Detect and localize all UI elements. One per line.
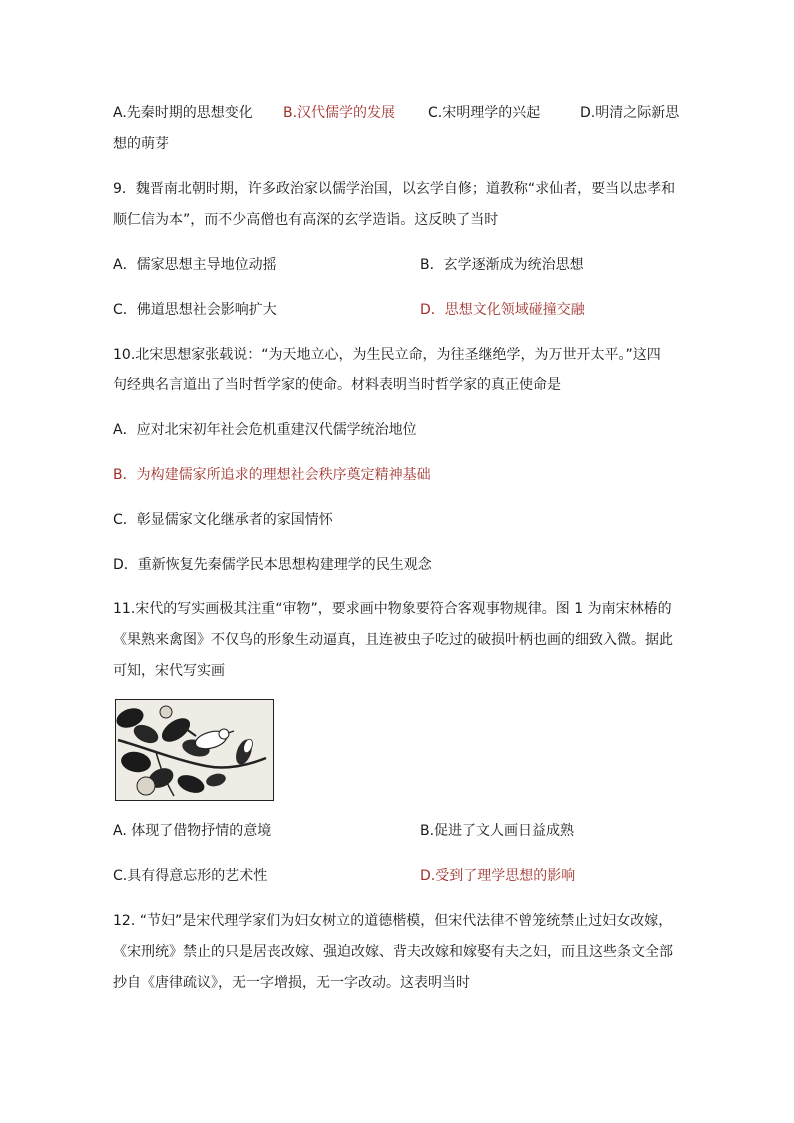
q9-stem-line-2: 顺仁信为本”，而不少高僧也有高深的玄学造诣。这反映了当时	[113, 212, 499, 228]
q10-option-c: C．彰显儒家文化继承者的家国情怀	[113, 512, 333, 528]
q10-option-b: B．为构建儒家所追求的理想社会秩序奠定精神基础	[113, 467, 431, 483]
q9-option-c: C．佛道思想社会影响扩大	[113, 302, 277, 318]
q9-stem-line-1: 9．魏晋南北朝时期，许多政治家以儒学治国，以玄学自修；道教称“求仙者，要当以忠孝和	[113, 181, 676, 197]
painting-figure	[115, 699, 274, 801]
q11-option-d: D.受到了理学思想的影响	[420, 868, 576, 884]
q10-option-a: A．应对北宋初年社会危机重建汉代儒学统治地位	[113, 422, 417, 438]
q8-option-d: D.明清之际新思	[580, 105, 680, 121]
q9-option-d: D．思想文化领域碰撞交融	[420, 302, 585, 318]
q11-stem-line-3: 可知，宋代写实画	[113, 663, 225, 679]
q8-option-b: B.汉代儒学的发展	[283, 105, 396, 121]
q8-option-a: A.先秦时期的思想变化	[113, 105, 253, 121]
q9-option-a: A．儒家思想主导地位动摇	[113, 257, 277, 273]
q12-stem-line-1: 12. “节妇”是宋代理学家们为妇女树立的道德楷模，但宋代法律不曾笼统禁止过妇女改嫁，	[113, 913, 673, 929]
q10-stem-line-2: 句经典名言道出了当时哲学家的使命。材料表明当时哲学家的真正使命是	[113, 377, 561, 393]
q11-stem-line-2: 《果熟来禽图》不仅鸟的形象生动逼真，且连被虫子吃过的破损叶柄也画的细致入微。据此	[113, 632, 673, 648]
q11-stem-line-1: 11.宋代的写实画极其注重“审物”，要求画中物象要符合客观事物规律。图 1 为南宋林椿的	[113, 601, 672, 617]
q8-option-c: C.宋明理学的兴起	[428, 105, 541, 121]
q12-stem-line-2: 《宋刑统》禁止的只是居丧改嫁、强迫改嫁、背夫改嫁和嫁娶有夫之妇，而且这些条文全部	[113, 944, 673, 960]
q10-stem-line-1: 10.北宋思想家张载说：“为天地立心，为生民立命，为往圣继绝学，为万世开太平。”这四	[113, 347, 661, 363]
q11-option-b: B.促进了文人画日益成熟	[420, 823, 575, 839]
fruit-bird-painting-image	[116, 700, 273, 800]
q11-option-a: A. 体现了借物抒情的意境	[113, 823, 272, 839]
q11-option-c: C.具有得意忘形的艺术性	[113, 868, 268, 884]
q8-option-d-continued: 想的萌芽	[113, 136, 169, 152]
q12-stem-line-3: 抄自《唐律疏议》，无一字增损，无一字改动。这表明当时	[113, 975, 470, 991]
q10-option-d: D．重新恢复先秦儒学民本思想构建理学的民生观念	[113, 557, 432, 573]
q9-option-b: B．玄学逐渐成为统治思想	[420, 257, 584, 273]
